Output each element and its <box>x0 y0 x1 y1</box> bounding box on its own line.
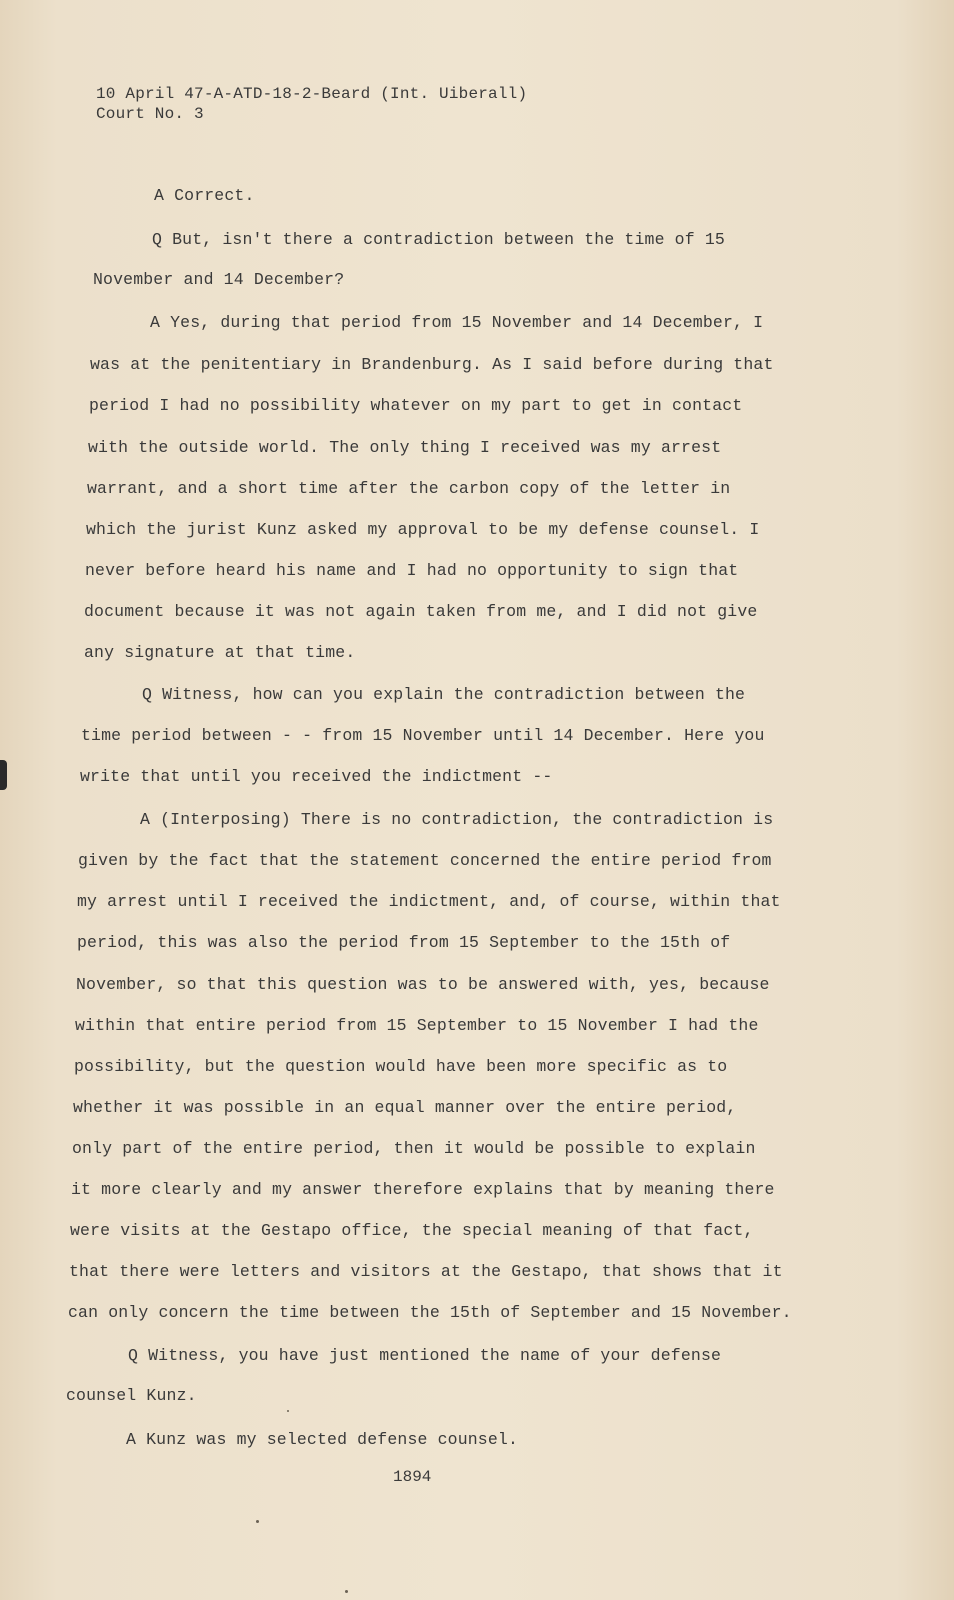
transcript-line: possibility, but the question would have been more specific as to <box>74 1057 728 1076</box>
transcript-line: period I had no possibility whatever on my part to get in contact <box>89 396 743 415</box>
transcript-line: warrant, and a short time after the carbon copy of the letter in <box>87 479 731 498</box>
transcript-line: which the jurist Kunz asked my approval to be my defense counsel. I <box>86 520 760 539</box>
transcript-line: A Kunz was my selected defense counsel. <box>126 1430 519 1449</box>
transcript-line: were visits at the Gestapo office, the special meaning of that fact, <box>70 1221 754 1240</box>
transcript-line: A (Interposing) There is no contradiction, the contradiction is <box>140 810 774 829</box>
document-header <box>96 84 527 124</box>
transcript-line: never before heard his name and I had no opportunity to sign that <box>85 561 739 580</box>
transcript-line: with the outside world. The only thing I received was my arrest <box>88 438 722 457</box>
transcript-line: that there were letters and visitors at the Gestapo, that shows that it <box>69 1262 783 1281</box>
paper-speck <box>256 1520 259 1523</box>
header-reference: 10 April 47-A-ATD-18-2-Beard (Int. Uiberall) <box>96 85 528 103</box>
transcript-line: whether it was possible in an equal manner over the entire period, <box>73 1098 737 1117</box>
transcript-line: only part of the entire period, then it would be possible to explain <box>72 1139 756 1158</box>
paper-speck <box>345 1590 348 1593</box>
transcript-line: A Correct. <box>154 186 255 205</box>
transcript-line: counsel Kunz. <box>66 1386 197 1405</box>
paper-speck <box>287 1410 289 1412</box>
transcript-line: write that until you received the indictment -- <box>80 767 553 786</box>
transcript-line: within that entire period from 15 September to 15 November I had the <box>75 1016 759 1035</box>
transcript-line: can only concern the time between the 15th of September and 15 November. <box>68 1303 792 1322</box>
transcript-line: document because it was not again taken from me, and I did not give <box>84 602 758 621</box>
header-court: Court No. 3 <box>96 105 204 123</box>
transcript-line: Q Witness, you have just mentioned the name of your defense <box>128 1346 722 1365</box>
transcript-line: it more clearly and my answer therefore explains that by meaning there <box>71 1180 775 1199</box>
transcript-line: time period between - - from 15 November until 14 December. Here you <box>81 726 765 745</box>
transcript-line: was at the penitentiary in Brandenburg. As I said before during that <box>90 355 774 374</box>
transcript-line: Q Witness, how can you explain the contradiction between the <box>142 685 746 704</box>
transcript-line: November and 14 December? <box>93 270 345 289</box>
transcript-line: A Yes, during that period from 15 November and 14 December, I <box>150 313 764 332</box>
transcript-line: my arrest until I received the indictment, and, of course, within that <box>77 892 781 911</box>
transcript-line: period, this was also the period from 15 September to the 15th of <box>77 933 731 952</box>
binding-hole-mark <box>0 760 7 790</box>
transcript-line: November, so that this question was to be answered with, yes, because <box>76 975 770 994</box>
transcript-line: any signature at that time. <box>84 643 356 662</box>
transcript-line: Q But, isn't there a contradiction between the time of 15 <box>152 230 725 249</box>
transcript-line: given by the fact that the statement concerned the entire period from <box>78 851 772 870</box>
page-number: 1894 <box>393 1468 432 1486</box>
